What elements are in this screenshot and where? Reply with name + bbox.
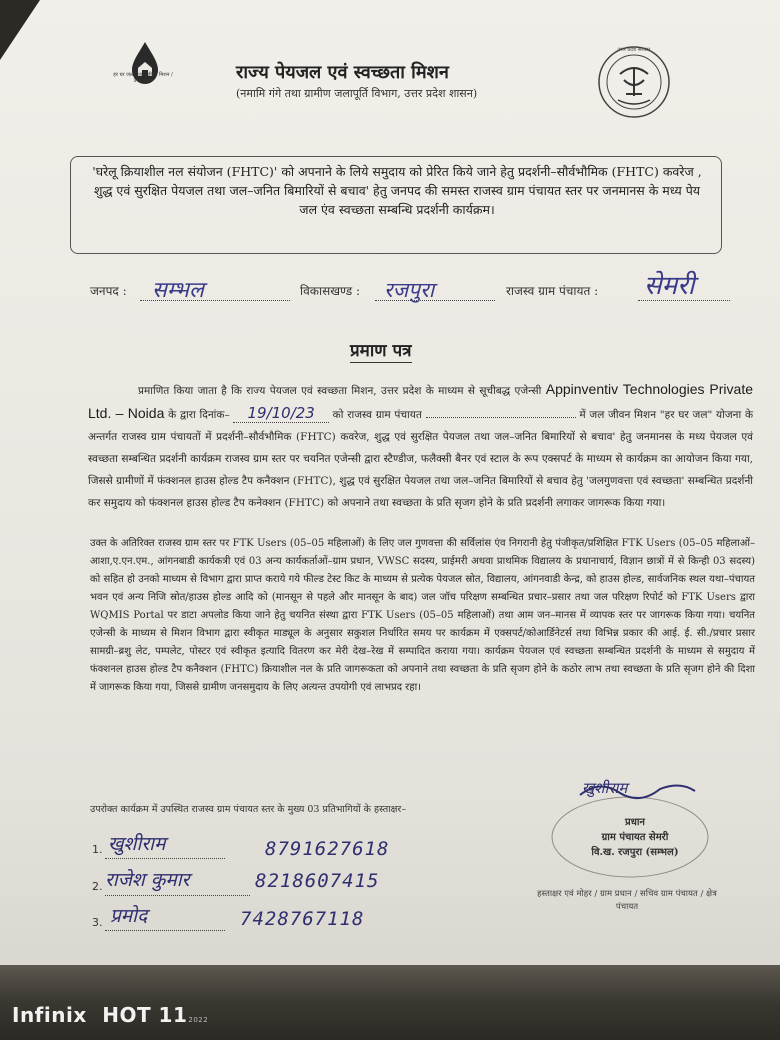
photo-shadow: [0, 0, 40, 60]
panchayat-label: राजस्व ग्राम पंचायत :: [506, 284, 599, 298]
signature-name: खुशीराम: [108, 833, 166, 855]
signature-phone: 8218607415: [255, 870, 380, 892]
signature-underline: [105, 858, 225, 859]
signature-name: प्रमोद: [110, 905, 148, 927]
certificate-paragraph-2: उक्त के अतिरिक्त राजस्व ग्राम स्तर पर FTK Users (05–05 महिलाओं) के लिए जल गुणवत्ता की सर्विलांस एंव निगरानी हेतु पंजीकृत/प्रशिक्षित FTK Users (05–05 महिलाओं–आशा,ए.एन.एम., आंगनबाडी कार्यकत्री एवं 03 अन्य कार्यकर्ताओं–ग्राम प्रधान, VWSC सदस्य, प्राईमरी अथवा प्राथमिक विद्यालय के प्रधानाचार्य, विज्ञान छात्रों में से किन्ही 03 सदस्य) को सहित हो उनको माध्यम से विभाग द्वारा प्राप्त कराये गये फील्ड टेस्ट किट के माध्यम से प्रत्येक पेयजल स्रोत, विद्यालय, आंगनवाडी केन्द्र, को हाउस होल्ड, सार्वजनिक स्थल यथा–पंचायत भवन एवं अन्य निजि स्रोत/हाउस होल्ड आदि को (मानसून से पहले और मानसून के बाद) जल जॉच परिक्षण सम्बन्धित प्रचार–प्रसार तथा जल परिक्षण रिपोर्ट को FTK Users द्वारा WQMIS Portal पर डाटा अपलोड किया जाने हेतु चयनित संस्था द्वारा FTK Users (05–05 महिलाओं) तथा आम जन–मानस में व्यापक स्तर पर जागरूक किया गया। चयनित एजेन्सी के माध्यम से मिशन विभाग द्वारा स्वीकृत माड्यूल के अनुसार सकुशल निर्धारित समय पर कार्यक्रम में एक्सपर्ट/कोआर्डिनेटर्स तथा विभिन्न प्रकार की आई. ई. सी./प्रचार प्रसार सामग्री–ब्रशु लेट, पम्पलेट, पोस्टर एवं स्वीकृत इत्यादि वितरण कर मेरी देख–रेख में सम्पादित कराया गया। कार्यक्रम पेयजल एवं स्वच्छता सम्बन्धित प्रदर्शनी के माध्यम से समुदाय में फंक्शनल हाउस होल्ड टैप कनैक्शन (FHTC) क्रियाशील नल के प्रति जागरूकता को अपनाने तथा स्वच्छता के प्रति सृजग होने के कठोर लाभ तथा स्वच्छता के प्रति सृजग होने की दिशा में जागरूक किया गया, जिससे ग्रामीण जनसमुदाय के लिए अत्यन्त उपयोगी एवं लाभप्रद रहा।: [90, 538, 755, 693]
panchayat-value: सेमरी: [644, 271, 695, 301]
para1-line1: प्रमाणित किया जाता है कि राज्य पेयजल एवं स्वच्छता मिशन, उत्तर प्रदेश के माध्यम से सूचीबद्ध एजेन्सी: [138, 385, 542, 397]
emblem-caption: उत्तर प्रदेश सरकार: [617, 47, 651, 53]
block-label: विकासखण्ड :: [300, 284, 361, 298]
block-value: रजपुरा: [384, 278, 435, 302]
sign-block-caption: हस्ताक्षर एवं मोहर / ग्राम प्रधान / सचिव ग्राम पंचायत / क्षेत्र पंचायत: [537, 889, 717, 912]
district-value: सम्भल: [152, 278, 204, 303]
signature-phone: 8791627618: [265, 838, 390, 860]
dated-label: के द्वारा दिनांक–: [168, 409, 230, 421]
stamp-line: प्रधान: [625, 817, 645, 828]
boxed-heading: 'घरेलू क्रियाशील नल संयोजन (FHTC)' को अपनाने के लिये समुदाय को प्रेरित किये जाने हेतु प्रदर्शनी–सौर्वभौमिक (FHTC) कवरेज , शुद्ध एवं सुरक्षित पेयजल तथा जल–जनित बिमारियों से बचाव' हेतु जनपद की समस्त राजस्व ग्राम पंचायत स्तर पर जनमानस के मध्य पेय जल एंव स्वच्छता सम्बन्धि प्रदर्शनी कार्यक्रम।: [92, 164, 702, 217]
watermark-brand: Infinix: [12, 1003, 87, 1027]
stamp-line: वि.ख. रजपुरा (सम्भल): [591, 847, 679, 858]
mission-title: राज्य पेयजल एवं स्वच्छता मिशन: [236, 62, 449, 83]
district-label: जनपद :: [90, 284, 127, 298]
para1-rest: में जल जीवन मिशन "हर घर जल" योजना के अन्तर्गत राजस्व ग्राम पंचायतों में प्रदर्शनी–सौर्वभौमिक (FHTC) कवरेज, शुद्ध एवं सुरक्षित पेयजल तथा जल–जनित बिमारियों से बचाव' हेतु जनमानस के मध्य पेयजल एवं स्वच्छता सम्बन्धित प्रदर्शनी कार्यक्रम राजस्व ग्राम स्तर पर चयनित एजेन्सी द्वारा स्टैण्डीज, फलैक्सी बैनर एवं स्टाल के रूप एक्सपर्ट के माध्यम से कार्यक्रम का आयोजन किया गया, जिससे ग्रामीणों में फंक्शनल हाउस होल्ड टैप कनैक्शन (FHTC), शुद्ध एवं सुरक्षित पेयजल तथा जल–जनित बिमारियों से बचाव हेतु 'जलगुणवत्ता एवं स्वच्छता' सम्बन्धित प्रदर्शनी कर समुदाय को फंक्शनल हाउस होल्ड टैप कनेक्शन (FHTC) को अपनाने तथा स्वच्छता के प्रति सृजग होने के प्रति प्रदर्शनी लगाकर जागरूक किया गया।: [88, 409, 754, 509]
program-date: 19/10/23: [233, 404, 328, 423]
certificate-paragraph-1: [88, 378, 753, 514]
signature-name: राजेश कुमार: [105, 869, 190, 891]
signature-underline: [105, 930, 225, 931]
signature-number: 1.: [92, 843, 103, 856]
watermark-model: HOT 11: [102, 1003, 188, 1027]
up-government-emblem-icon: [596, 44, 672, 120]
signature-number: 3.: [92, 916, 103, 929]
camera-watermark: [12, 1003, 208, 1027]
watermark-year: 2022: [188, 1016, 209, 1024]
stamp-line: ग्राम पंचायत सेमरी: [601, 832, 669, 843]
para1-line2-tail: को राजस्व ग्राम पंचायत: [332, 409, 422, 421]
signature-phone: 7428767118: [240, 908, 365, 930]
panchayat-blank: [426, 417, 576, 418]
certificate-title: प्रमाण पत्र: [350, 338, 412, 363]
stamp-text: [560, 815, 710, 860]
logo-caption: हर घर जल / जल जीवन मिशन / उत्तर प्रदेश: [113, 72, 173, 84]
signature-intro: उपरोक्त कार्यक्रम में उपस्थित राजस्व ग्राम पंचायत स्तर के मुख्य 03 प्रतिभागियों के हस्ताक्षर–: [90, 804, 407, 815]
signature-underline: [105, 895, 250, 896]
signature-number: 2.: [92, 880, 103, 893]
official-signature: खुशीराम: [582, 779, 628, 797]
mission-subtitle: (नमामि गंगे तथा ग्रामीण जलापूर्ति विभाग, उत्तर प्रदेश शासन): [236, 87, 478, 100]
agency-name: Appinventiv Technologies Private Ltd. – Noida: [88, 381, 753, 421]
